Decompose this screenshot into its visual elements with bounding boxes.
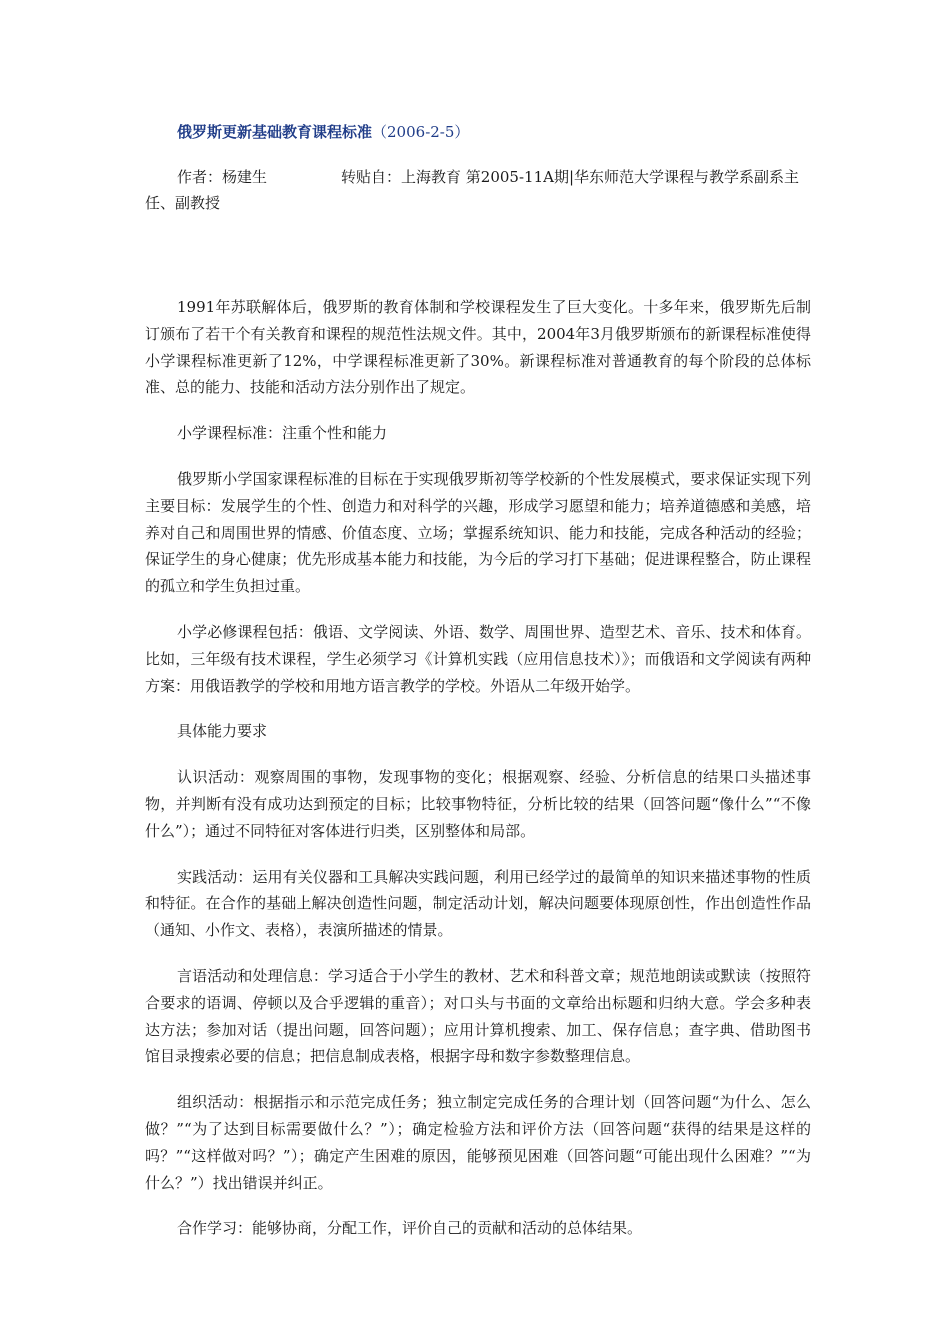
paragraph-intro: 1991年苏联解体后，俄罗斯的教育体制和学校课程发生了巨大变化。十多年来，俄罗斯先后制订颁布了若干个有关教育和课程的规范性法规文件。其中，2004年3月俄罗斯颁布的新课程标准使得小学课程标准更新了12%，中学课程标准更新了30%。新课程标准对普通教育的每个阶段的总体标准、总的能力、技能和活动方法分别作出了规定。 — [145, 298, 811, 397]
paragraph-goals: 俄罗斯小学国家课程标准的目标在于实现俄罗斯初等学校新的个性发展模式，要求保证实现下列主要目标：发展学生的个性、创造力和对科学的兴趣，形成学习愿望和能力；培养道德感和美感，培养对自己和周围世界的情感、价值态度、立场；掌握系统知识、能力和技能，完成各种活动的经验；保证学生的身心健康；优先形成基本能力和技能，为今后的学习打下基础；促进课程整合，防止课程的孤立和学生负担过重。 — [145, 469, 811, 596]
paragraph-cognitive-activity: 认识活动：观察周围的事物，发现事物的变化；根据观察、经验、分析信息的结果口头描述事物，并判断有没有成功达到预定的目标；比较事物特征，分析比较的结果（回答问题“像什么”“不像什么”）；通过不同特征对客体进行归类，区别整体和局部。 — [145, 768, 811, 840]
paragraph-required-courses: 小学必修课程包括：俄语、文学阅读、外语、数学、周围世界、造型艺术、音乐、技术和体育。比如，三年级有技术课程，学生必须学习《计算机实践（应用信息技术）》；而俄语和文学阅读有两种方案：用俄语教学的学校和用地方语言教学的学校。外语从二年级开始学。 — [145, 622, 811, 695]
article-heading — [145, 120, 811, 144]
paragraph-cooperative-learning: 合作学习：能够协商，分配工作，评价自己的贡献和活动的总体结果。 — [177, 1219, 643, 1238]
article-date: （2006-2-5） — [372, 123, 470, 141]
article-author: 作者：杨建生 — [177, 168, 268, 186]
section-heading-ability-requirements: 具体能力要求 — [177, 722, 268, 741]
section-heading-primary-standard: 小学课程标准：注重个性和能力 — [177, 424, 388, 443]
paragraph-language-activity: 言语活动和处理信息：学习适合于小学生的教材、艺术和科普文章；规范地朗读或默读（按照符合要求的语调、停顿以及合乎逻辑的重音）；对口头与书面的文章给出标题和归纳大意。学会多种表达方法；参加对话（提出问题，回答问题）；应用计算机搜索、加工、保存信息；查字典、借助图书馆目录搜索必要的信息；把信息制成表格，根据字母和数字参数整理信息。 — [145, 966, 811, 1066]
article-title: 俄罗斯更新基础教育课程标准 — [177, 123, 373, 141]
paragraph-organizational-activity: 组织活动：根据指示和示范完成任务；独立制定完成任务的合理计划（回答问题“为什么、怎么做？”“为了达到目标需要做什么？”）；确定检验方法和评价方法（回答问题“获得的结果是这样的吗？”“这样做对吗？”）；确定产生困难的原因，能够预见困难（回答问题“可能出现什么困难？”“为什么？”）找出错误并纠正。 — [145, 1093, 811, 1192]
document-page — [145, 120, 811, 1261]
article-source: 转贴自：上海教育 第2005-11A期|华东师范大学课程与教学系副系主任、副教授 — [145, 168, 800, 212]
article-byline — [145, 164, 811, 216]
paragraph-practical-activity: 实践活动：运用有关仪器和工具解决实践问题，利用已经学过的最简单的知识来描述事物的性质和特征。在合作的基础上解决创造性问题，制定活动计划，解决问题要体现原创性，作出创造性作品（通知、小作文、表格），表演所描述的情景。 — [145, 867, 811, 940]
blank-space — [145, 216, 811, 294]
